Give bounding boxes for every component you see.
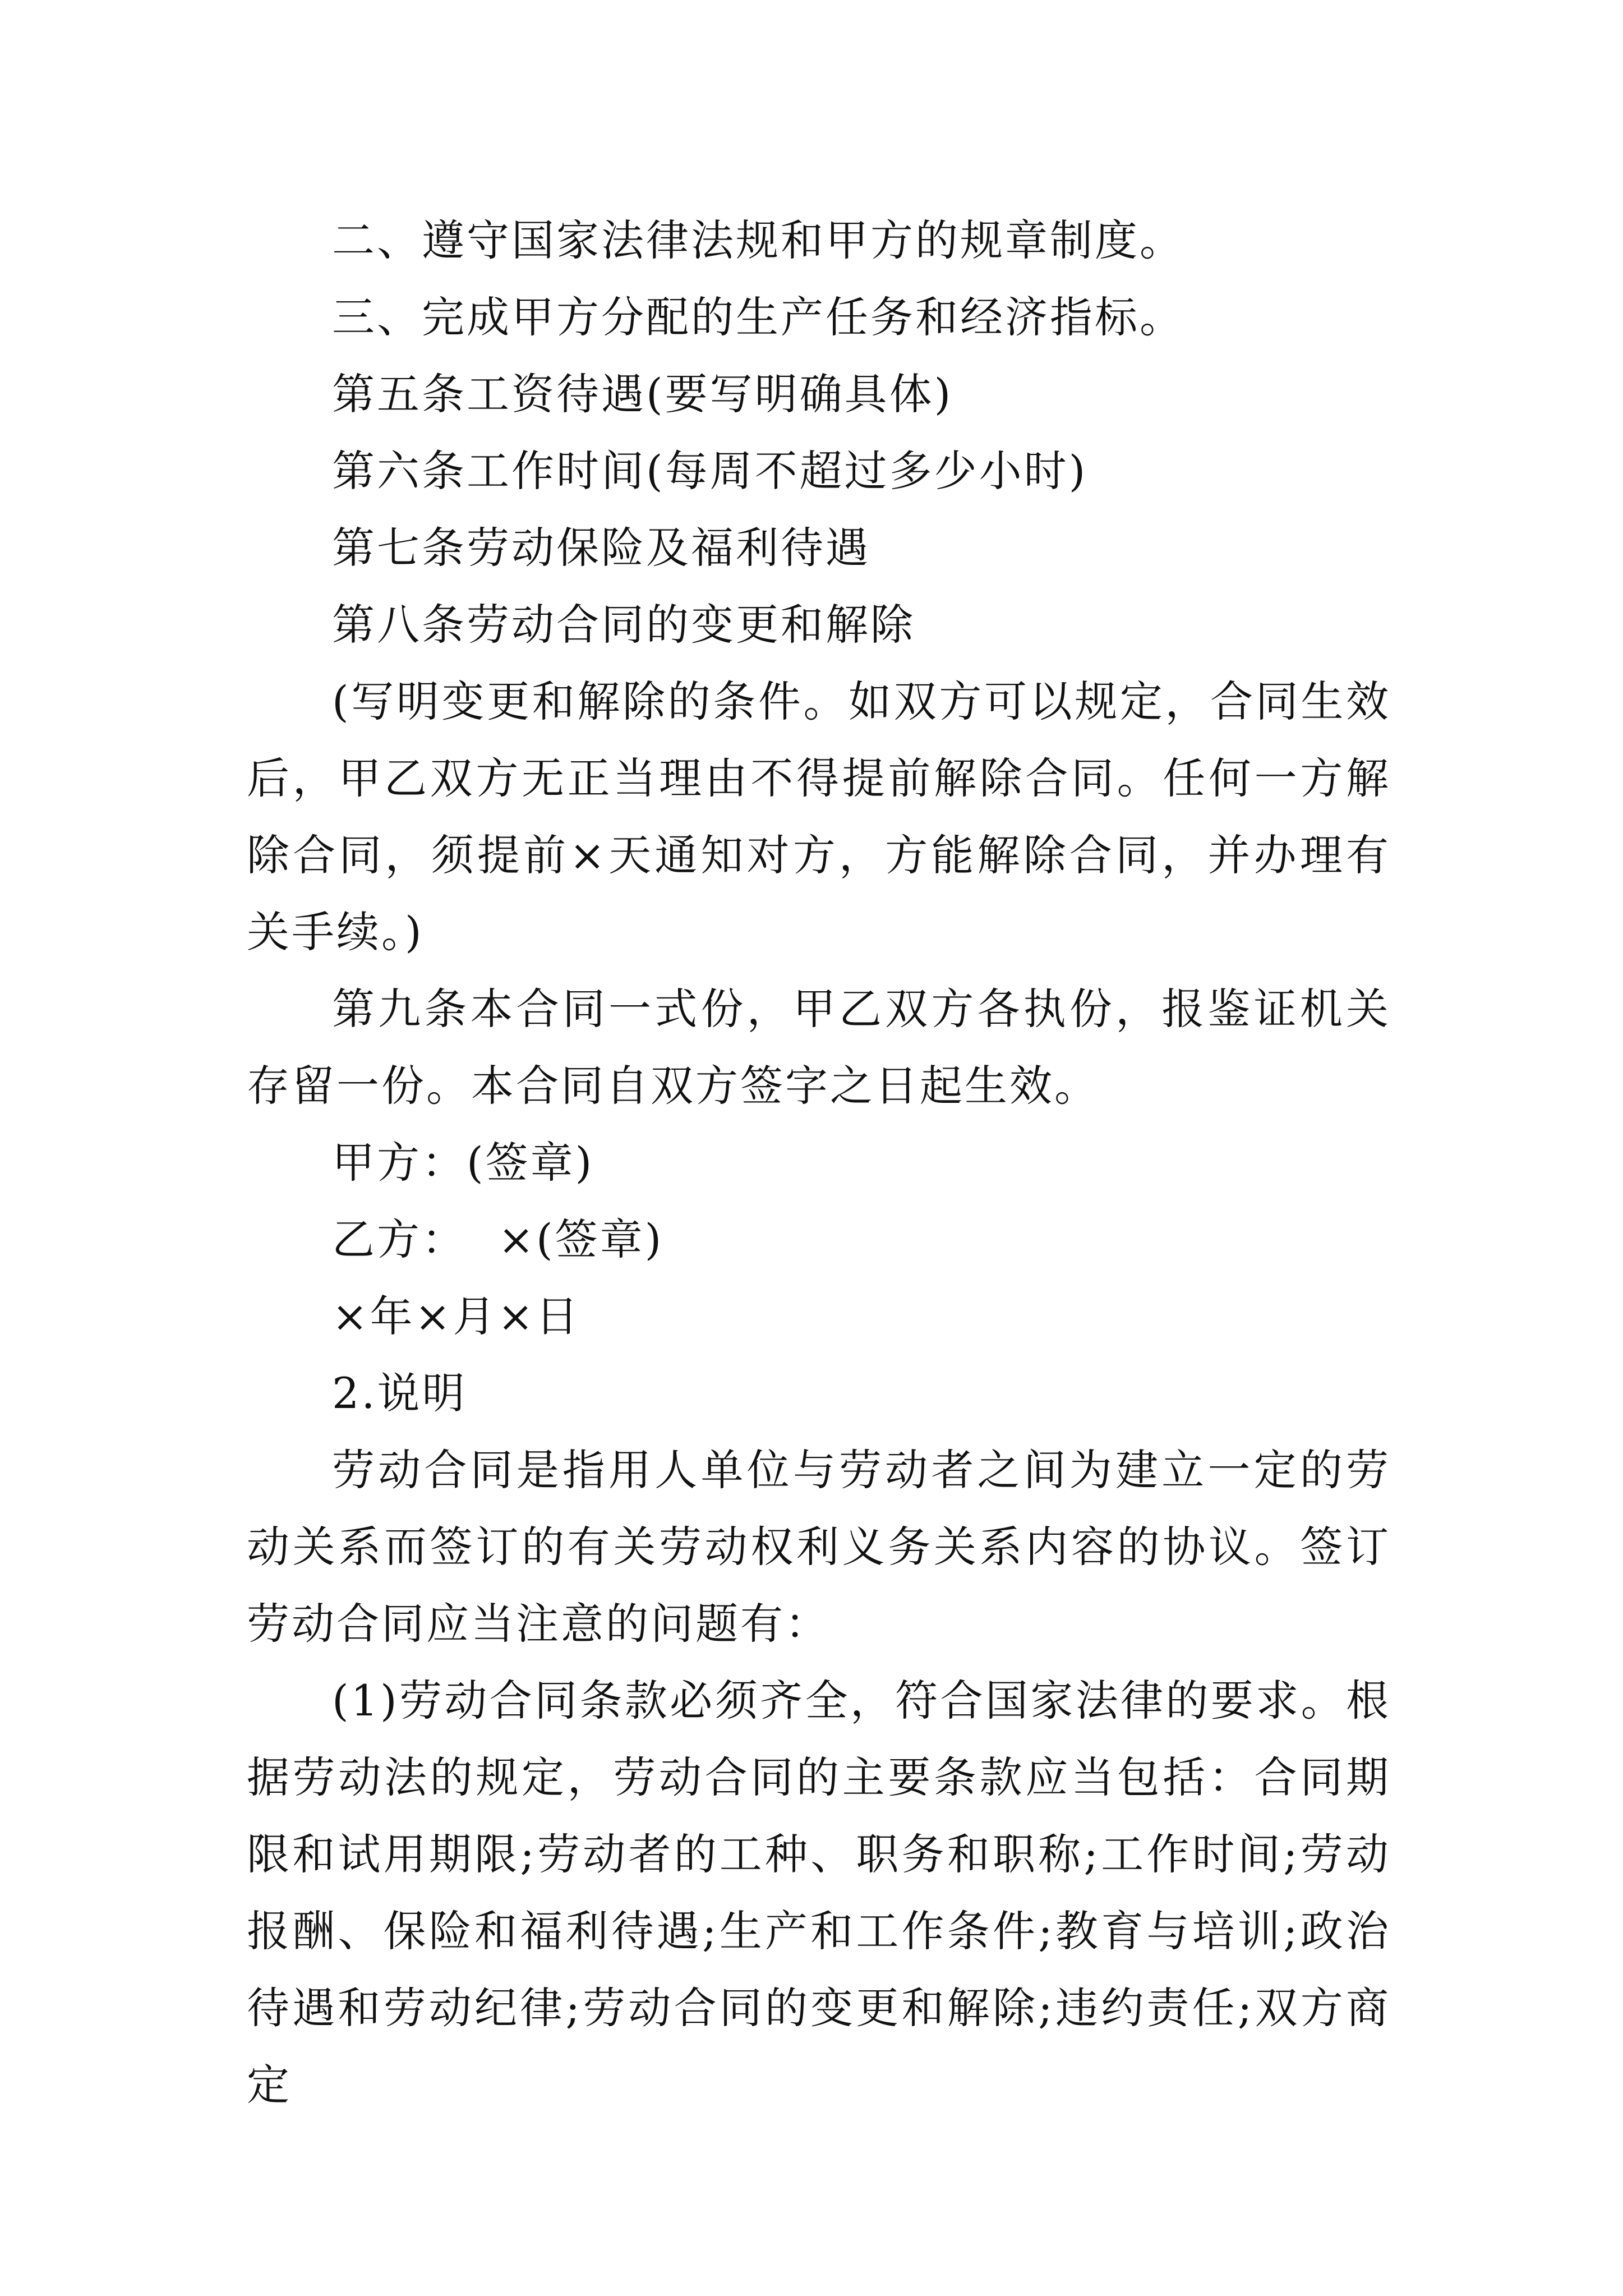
paragraph-article-5: 第五条工资待遇(要写明确具体) (332, 369, 953, 419)
paragraph-clause-2: 二、遵守国家法律法规和甲方的规章制度。 (332, 215, 1184, 265)
section-heading-explanation: 2.说明 (332, 1368, 467, 1418)
paragraph-clause-3: 三、完成甲方分配的生产任务和经济指标。 (332, 292, 1184, 342)
paragraph-party-a: 甲方：(签章) (332, 1138, 594, 1188)
paragraph-party-b: 乙方： ×(签章) (332, 1214, 664, 1264)
paragraph-article-9: 第九条本合同一式份，甲乙双方各执份，报鉴证机关存留一份。本合同自双方签字之日起生效。 (247, 984, 1391, 1111)
paragraph-explanation: 劳动合同是指用人单位与劳动者之间为建立一定的劳动关系而签订的有关劳动权利义务关系内容的协议。签订劳动合同应当注意的问题有： (247, 1445, 1391, 1649)
paragraph-article-8-note: (写明变更和解除的条件。如双方可以规定，合同生效后，甲乙双方无正当理由不得提前解除合同。任何一方解除合同，须提前×天通知对方，方能解除合同，并办理有关手续。) (247, 677, 1391, 957)
document-body (247, 202, 1391, 2123)
paragraph-item-1: (1)劳动合同条款必须齐全，符合国家法律的要求。根据劳动法的规定，劳动合同的主要条款应当包括：合同期限和试用期限;劳动者的工种、职务和职称;工作时间;劳动报酬、保险和福利待遇;生产和工作条件;教育与培训;政治待遇和劳动纪律;劳动合同的变更和解除;违约责任;双方商定 (247, 1676, 1391, 2110)
paragraph-article-6: 第六条工作时间(每周不超过多少小时) (332, 446, 1088, 496)
paragraph-date: ×年×月×日 (332, 1291, 581, 1341)
paragraph-article-7: 第七条劳动保险及福利待遇 (332, 523, 870, 573)
paragraph-article-8: 第八条劳动合同的变更和解除 (332, 600, 915, 650)
